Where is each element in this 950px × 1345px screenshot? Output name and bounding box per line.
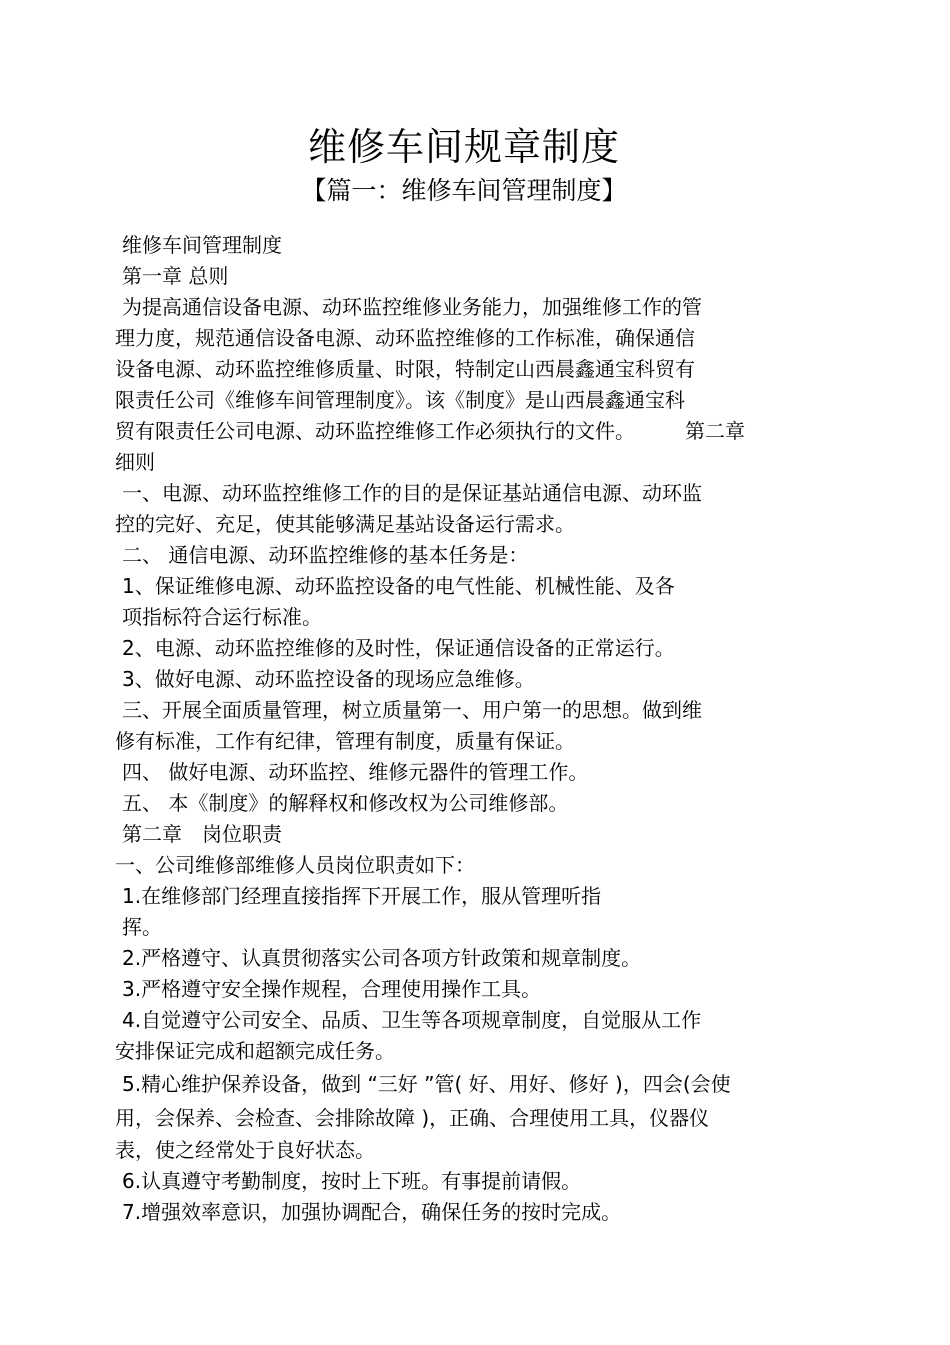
document-body [115,230,825,1228]
body-line: 一、电源、动环监控维修工作的目的是保证基站通信电源、动环监 [122,481,702,505]
body-line: 3、做好电源、动环监控设备的现场应急维修。 [122,667,535,691]
body-line: 贸有限责任公司电源、动环监控维修工作必须执行的文件。 第二章 [115,419,745,443]
document-subtitle: 【篇一：维修车间管理制度】 [301,176,627,205]
document-title: 维修车间规章制度 [307,125,620,169]
body-line: 控的完好、充足，使其能够满足基站设备运行需求。 [115,512,575,536]
body-line: 三、开展全面质量管理，树立质量第一、用户第一的思想。做到维 [122,698,702,722]
body-line: 限责任公司《维修车间管理制度》。该《制度》是山西晨鑫通宝科 [115,388,685,412]
body-line: 为提高通信设备电源、动环监控维修业务能力，加强维修工作的管 [122,295,702,319]
body-line: 6.认真遵守考勤制度，按时上下班。有事提前请假。 [122,1169,582,1193]
body-line: 安排保证完成和超额完成任务。 [115,1039,395,1063]
body-line: 一、公司维修部维修人员岗位职责如下： [115,853,475,877]
body-line: 2、电源、动环监控维修的及时性，保证通信设备的正常运行。 [122,636,675,660]
body-line: 二、 通信电源、动环监控维修的基本任务是： [122,543,529,567]
body-line: 修有标准，工作有纪律，管理有制度，质量有保证。 [115,729,575,753]
body-line: 理力度，规范通信设备电源、动环监控维修的工作标准，确保通信 [115,326,695,350]
body-line: 1.在维修部门经理直接指挥下开展工作，服从管理听指 [122,884,602,908]
body-line: 1、保证维修电源、动环监控设备的电气性能、机械性能、及各 [122,574,675,598]
body-line: 设备电源、动环监控维修质量、时限，特制定山西晨鑫通宝科贸有 [115,357,695,381]
body-line: 四、 做好电源、动环监控、维修元器件的管理工作。 [122,760,589,784]
body-line: 挥。 [122,915,162,939]
body-line: 用，会保养、会检查、会排除故障 )，正确、合理使用工具，仪器仪 [115,1106,710,1130]
body-line: 项指标符合运行标准。 [122,605,322,629]
body-line: 7.增强效率意识，加强协调配合，确保任务的按时完成。 [122,1200,622,1224]
body-line: 4.自觉遵守公司安全、品质、卫生等各项规章制度，自觉服从工作 [122,1008,702,1032]
body-line: 5.精心维护保养设备，做到 “三好 ”管( 好、用好、修好 )，四会(会使 [122,1072,731,1096]
body-line: 维修车间管理制度 [122,233,282,257]
body-line: 2.严格遵守、认真贯彻落实公司各项方针政策和规章制度。 [122,946,642,970]
body-line: 第二章 岗位职责 [122,822,282,846]
body-line: 3.严格遵守安全操作规程，合理使用操作工具。 [122,977,542,1001]
body-line: 第一章 总则 [122,264,229,288]
body-line: 表，使之经常处于良好状态。 [115,1138,375,1162]
body-line: 细则 [115,450,155,474]
body-line: 五、 本《制度》的解释权和修改权为公司维修部。 [122,791,569,815]
